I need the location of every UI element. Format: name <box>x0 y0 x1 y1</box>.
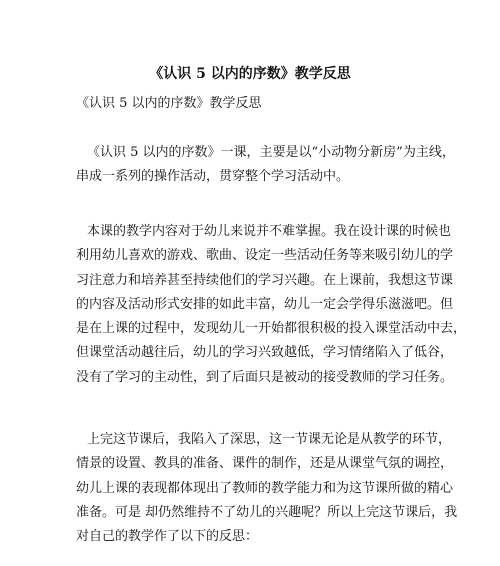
paragraph-line: 没有了学习的主动性，到了后面只是被动的接受教师的学习任务。 <box>76 369 454 385</box>
paragraph-line: 但课堂活动越往后，幼儿的学习兴致越低，学习情绪陷入了低谷， <box>76 345 454 361</box>
document-subtitle: 《认识 5 以内的序数》教学反思 <box>76 96 262 111</box>
paragraph-line: 是在上课的过程中，发现幼儿一开始都很积极的投入课堂活动中去， <box>76 321 467 337</box>
paragraph-line: 串成一系列的操作活动，贯穿整个学习活动中。 <box>76 169 350 185</box>
paragraph-intro <box>76 141 455 190</box>
paragraph-line: 准备。可是 却仍然维持不了幼儿的兴趣呢？所以上完这节课后，我 <box>76 504 458 520</box>
paragraph-line: 《认识 5 以内的序数》一课，主要是以“小动物分新房”为主线， <box>87 145 455 160</box>
paragraph-line: 幼儿上课的表现都体现出了教师的教学能力和为这节课所做的精心 <box>76 480 454 496</box>
paragraph-line: 本课的教学内容对于幼儿来说并不难掌握。我在设计课的时候也 <box>87 224 452 239</box>
document-title: 《认识 5 以内的序数》教学反思 <box>149 66 351 82</box>
paragraph-line: 的内容及活动形式安排的如此丰富，幼儿一定会学得乐滋滋吧。但 <box>76 296 454 312</box>
paragraph-line: 习注意力和培养甚至持续他们的学习兴趣。在上课前，我想这节课 <box>76 272 454 288</box>
paragraph-line: 对自己的教学作了以下的反思： <box>76 529 259 545</box>
paragraph-reflection <box>76 428 458 549</box>
paragraph-line: 情景的设置、教具的准备、课件的制作，还是从课堂气氛的调控， <box>76 456 454 472</box>
paragraph-line: 利用幼儿喜欢的游戏、歌曲、设定一些活动任务等来吸引幼儿的学 <box>76 248 454 264</box>
paragraph-line: 上完这节课后，我陷入了深思，这一节课无论是从教学的环节， <box>87 432 452 447</box>
paragraph-content <box>76 220 467 390</box>
